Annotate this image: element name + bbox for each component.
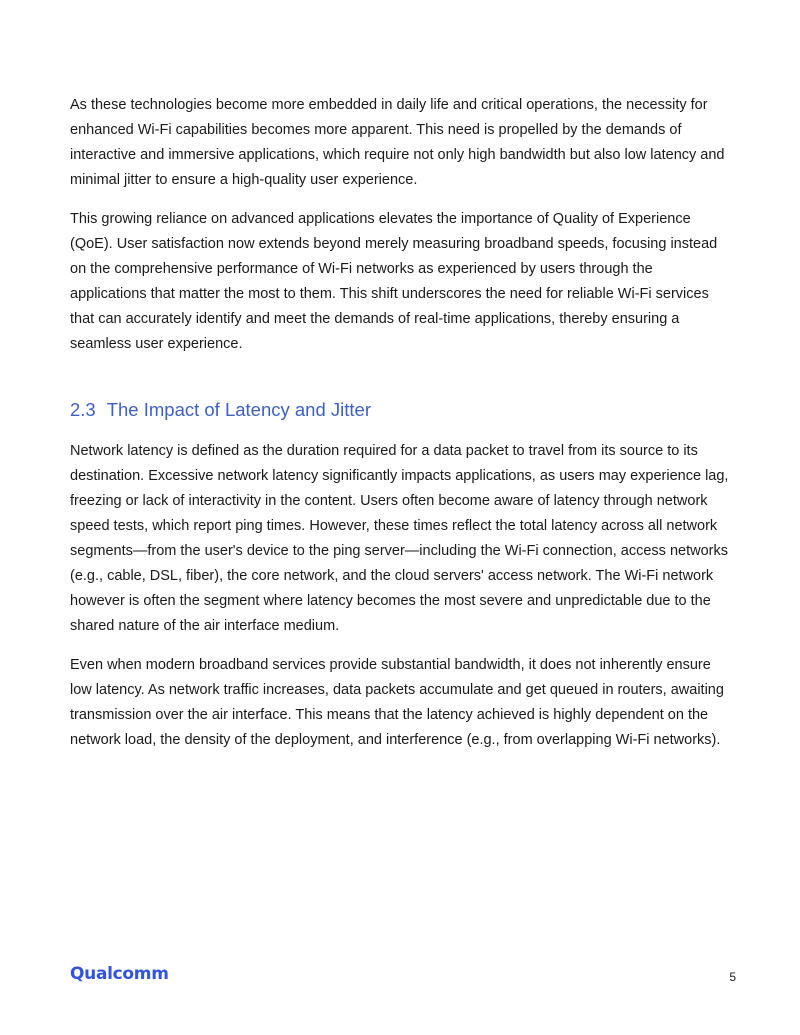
intro-paragraph-2: This growing reliance on advanced applications elevates the importance of Quality of Experience (QoE). User satisfaction now extends beyond merely measuring broadband speeds, focusing instead on the comprehensive performance of Wi-Fi networks as experienced by users through the applications that matter the most to them. This shift underscores the need for reliable Wi-Fi services that can accurately identify and meet the demands of real-time applications, thereby ensuring a seamless user experience.	[70, 211, 718, 352]
section-paragraph-2: Even when modern broadband services provide substantial bandwidth, it does not inherently ensure low latency. As network traffic increases, data packets accumulate and get queued in routers, awaiting transmission over the air interface. This means that the latency achieved is highly dependent on the network load, the density of the deployment, and interference (e.g., from overlapping Wi-Fi networks).	[70, 657, 724, 748]
section-heading	[70, 397, 732, 423]
intro-paragraph-1: As these technologies become more embedded in daily life and critical operations, the necessity for enhanced Wi-Fi capabilities becomes more apparent. This need is propelled by the demands of interactive and immersive applications, which require not only high bandwidth but also low latency and minimal jitter to ensure a high-quality user experience.	[70, 97, 725, 188]
section-title: The Impact of Latency and Jitter	[106, 399, 371, 420]
page-content	[70, 93, 732, 767]
section-number: 2.3	[70, 399, 96, 420]
section-paragraph-1: Network latency is defined as the duration required for a data packet to travel from its source to its destination. Excessive network latency significantly impacts applications, as users may experience lag, freezing or lack of interactivity in the content. Users often become aware of latency through network speed tests, which report ping times. However, these times reflect the total latency across all network segments—from the user's device to the ping server—including the Wi-Fi connection, access networks (e.g., cable, DSL, fiber), the core network, and the cloud servers' access network. The Wi-Fi network however is often the segment where latency becomes the most severe and unpredictable due to the shared nature of the air interface medium.	[70, 443, 729, 634]
qualcomm-logo: Qualcomm	[70, 964, 169, 984]
page-number: 5	[729, 970, 736, 984]
